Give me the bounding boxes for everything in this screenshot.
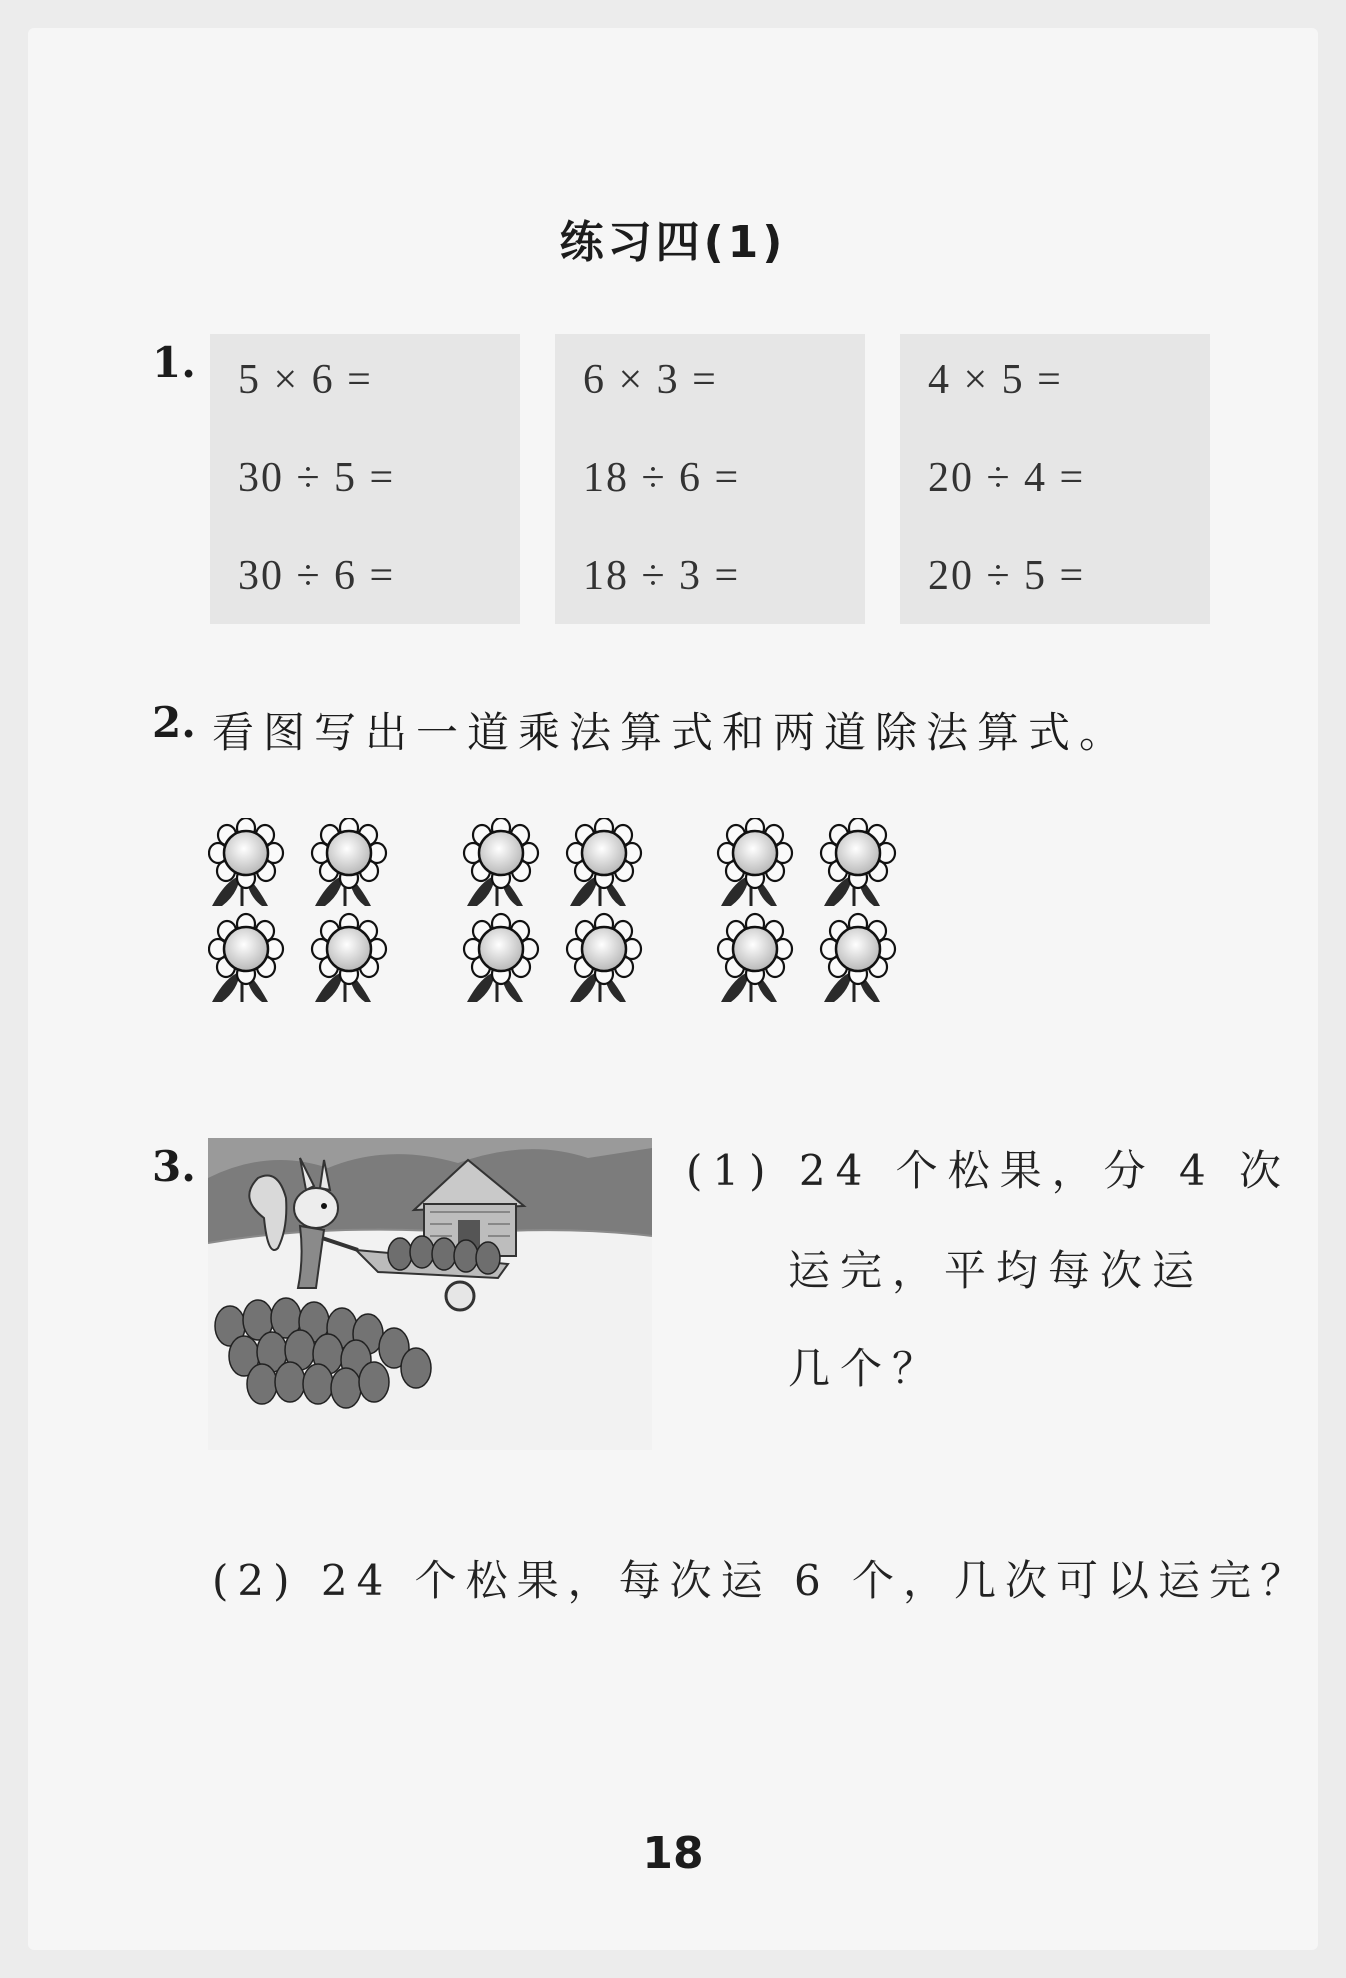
expression: 20 ÷ 5 = bbox=[928, 553, 1086, 599]
expression: 5 × 6 = bbox=[238, 357, 373, 403]
question-2-number: 2. bbox=[152, 698, 196, 747]
question-3-part-1-line-1: (1) 24 个松果，分 4 次 bbox=[686, 1146, 1292, 1195]
question-2-prompt: 看图写出一道乘法算式和两道除法算式。 bbox=[212, 708, 1131, 757]
expression: 6 × 3 = bbox=[583, 357, 718, 403]
question-3-part-2: (2) 24 个松果，每次运 6 个，几次可以运完？ bbox=[212, 1556, 1312, 1605]
sunflower-illustration bbox=[208, 818, 928, 1008]
expression: 4 × 5 = bbox=[928, 357, 1063, 403]
question-3-part-1-line-3: 几个？ bbox=[788, 1344, 945, 1393]
exercise-title: 练习四(1) bbox=[559, 217, 787, 268]
question-3-part-1-line-2: 运完，平均每次运 bbox=[788, 1246, 1205, 1295]
question-1-number: 1. bbox=[152, 338, 196, 387]
expression-box-3 bbox=[900, 334, 1210, 624]
question-3-number: 3. bbox=[152, 1142, 196, 1191]
expression: 30 ÷ 6 = bbox=[238, 553, 396, 599]
page-number: 18 bbox=[642, 1828, 704, 1879]
expression-box-2 bbox=[555, 334, 865, 624]
expression-box-1 bbox=[210, 334, 520, 624]
expression: 30 ÷ 5 = bbox=[238, 455, 396, 501]
squirrel-pinecone-illustration bbox=[208, 1138, 652, 1450]
expression: 18 ÷ 3 = bbox=[583, 553, 741, 599]
expression: 18 ÷ 6 = bbox=[583, 455, 741, 501]
expression: 20 ÷ 4 = bbox=[928, 455, 1086, 501]
